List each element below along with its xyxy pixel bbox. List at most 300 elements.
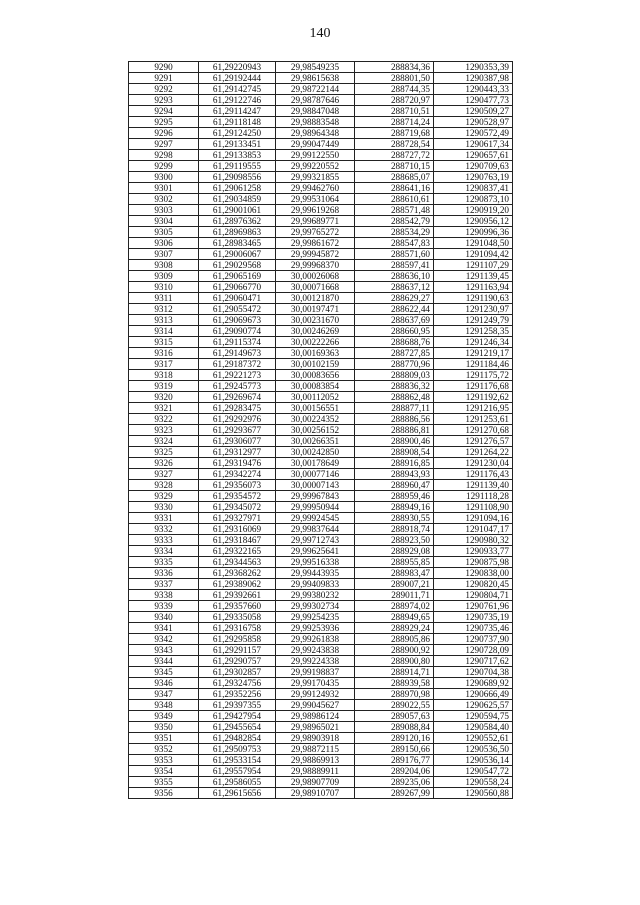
x-coordinate-cell: 288719,68 xyxy=(355,128,434,139)
table-row xyxy=(129,260,513,271)
point-number-cell: 9301 xyxy=(129,183,199,194)
latitude-cell: 61,29316758 xyxy=(199,623,276,634)
y-coordinate-cell: 1291048,50 xyxy=(434,238,513,249)
x-coordinate-cell: 289267,99 xyxy=(355,788,434,799)
point-number-cell: 9336 xyxy=(129,568,199,579)
table-row xyxy=(129,711,513,722)
table-row xyxy=(129,315,513,326)
point-number-cell: 9311 xyxy=(129,293,199,304)
latitude-cell: 61,29090774 xyxy=(199,326,276,337)
table-row xyxy=(129,359,513,370)
point-number-cell: 9298 xyxy=(129,150,199,161)
x-coordinate-cell: 288914,71 xyxy=(355,667,434,678)
latitude-cell: 61,29312977 xyxy=(199,447,276,458)
x-coordinate-cell: 288959,46 xyxy=(355,491,434,502)
y-coordinate-cell: 1291246,34 xyxy=(434,337,513,348)
longitude-cell: 29,99619268 xyxy=(276,205,355,216)
latitude-cell: 61,29357660 xyxy=(199,601,276,612)
x-coordinate-cell: 288727,85 xyxy=(355,348,434,359)
y-coordinate-cell: 1290717,62 xyxy=(434,656,513,667)
point-number-cell: 9326 xyxy=(129,458,199,469)
point-number-cell: 9292 xyxy=(129,84,199,95)
y-coordinate-cell: 1291230,04 xyxy=(434,458,513,469)
point-number-cell: 9331 xyxy=(129,513,199,524)
point-number-cell: 9345 xyxy=(129,667,199,678)
longitude-cell: 29,99967843 xyxy=(276,491,355,502)
longitude-cell: 29,98872115 xyxy=(276,744,355,755)
y-coordinate-cell: 1290980,32 xyxy=(434,535,513,546)
point-number-cell: 9342 xyxy=(129,634,199,645)
x-coordinate-cell: 288918,74 xyxy=(355,524,434,535)
table-row xyxy=(129,744,513,755)
y-coordinate-cell: 1290996,36 xyxy=(434,227,513,238)
latitude-cell: 61,29306077 xyxy=(199,436,276,447)
table-row xyxy=(129,656,513,667)
table-row xyxy=(129,95,513,106)
x-coordinate-cell: 288534,29 xyxy=(355,227,434,238)
y-coordinate-cell: 1290704,38 xyxy=(434,667,513,678)
x-coordinate-cell: 288955,85 xyxy=(355,557,434,568)
y-coordinate-cell: 1290735,19 xyxy=(434,612,513,623)
longitude-cell: 30,00121870 xyxy=(276,293,355,304)
longitude-cell: 29,99409833 xyxy=(276,579,355,590)
longitude-cell: 29,99861672 xyxy=(276,238,355,249)
longitude-cell: 29,99198837 xyxy=(276,667,355,678)
longitude-cell: 29,99531064 xyxy=(276,194,355,205)
table-row xyxy=(129,777,513,788)
point-number-cell: 9303 xyxy=(129,205,199,216)
latitude-cell: 61,29352256 xyxy=(199,689,276,700)
point-number-cell: 9295 xyxy=(129,117,199,128)
point-number-cell: 9347 xyxy=(129,689,199,700)
x-coordinate-cell: 288710,51 xyxy=(355,106,434,117)
longitude-cell: 29,99170435 xyxy=(276,678,355,689)
latitude-cell: 61,29293677 xyxy=(199,425,276,436)
y-coordinate-cell: 1291107,29 xyxy=(434,260,513,271)
x-coordinate-cell: 288929,24 xyxy=(355,623,434,634)
x-coordinate-cell: 288728,54 xyxy=(355,139,434,150)
latitude-cell: 61,29318467 xyxy=(199,535,276,546)
x-coordinate-cell: 288916,85 xyxy=(355,458,434,469)
longitude-cell: 29,99045627 xyxy=(276,700,355,711)
longitude-cell: 29,98903918 xyxy=(276,733,355,744)
latitude-cell: 61,29292976 xyxy=(199,414,276,425)
x-coordinate-cell: 288714,24 xyxy=(355,117,434,128)
longitude-cell: 30,00256152 xyxy=(276,425,355,436)
y-coordinate-cell: 1290709,63 xyxy=(434,161,513,172)
y-coordinate-cell: 1290509,27 xyxy=(434,106,513,117)
x-coordinate-cell: 288900,92 xyxy=(355,645,434,656)
point-number-cell: 9297 xyxy=(129,139,199,150)
longitude-cell: 29,99047449 xyxy=(276,139,355,150)
table-row xyxy=(129,480,513,491)
table-row xyxy=(129,667,513,678)
table-row xyxy=(129,766,513,777)
y-coordinate-cell: 1290353,39 xyxy=(434,62,513,73)
point-number-cell: 9308 xyxy=(129,260,199,271)
table-row xyxy=(129,381,513,392)
x-coordinate-cell: 288900,46 xyxy=(355,436,434,447)
latitude-cell: 61,29061258 xyxy=(199,183,276,194)
x-coordinate-cell: 288974,02 xyxy=(355,601,434,612)
longitude-cell: 29,99837644 xyxy=(276,524,355,535)
y-coordinate-cell: 1290804,71 xyxy=(434,590,513,601)
table-row xyxy=(129,183,513,194)
y-coordinate-cell: 1290536,14 xyxy=(434,755,513,766)
latitude-cell: 61,29291157 xyxy=(199,645,276,656)
y-coordinate-cell: 1291270,68 xyxy=(434,425,513,436)
latitude-cell: 61,28983465 xyxy=(199,238,276,249)
table-row xyxy=(129,546,513,557)
point-number-cell: 9339 xyxy=(129,601,199,612)
longitude-cell: 29,98869913 xyxy=(276,755,355,766)
latitude-cell: 61,29133853 xyxy=(199,150,276,161)
y-coordinate-cell: 1290728,09 xyxy=(434,645,513,656)
latitude-cell: 61,29001061 xyxy=(199,205,276,216)
longitude-cell: 29,99302734 xyxy=(276,601,355,612)
latitude-cell: 61,29115374 xyxy=(199,337,276,348)
table-row xyxy=(129,623,513,634)
x-coordinate-cell: 288660,95 xyxy=(355,326,434,337)
y-coordinate-cell: 1290560,88 xyxy=(434,788,513,799)
y-coordinate-cell: 1290761,96 xyxy=(434,601,513,612)
x-coordinate-cell: 288900,80 xyxy=(355,656,434,667)
point-number-cell: 9356 xyxy=(129,788,199,799)
point-number-cell: 9310 xyxy=(129,282,199,293)
longitude-cell: 30,00102159 xyxy=(276,359,355,370)
table-row xyxy=(129,139,513,150)
y-coordinate-cell: 1290552,61 xyxy=(434,733,513,744)
y-coordinate-cell: 1290933,77 xyxy=(434,546,513,557)
latitude-cell: 61,29389062 xyxy=(199,579,276,590)
longitude-cell: 30,00026068 xyxy=(276,271,355,282)
latitude-cell: 61,29119555 xyxy=(199,161,276,172)
latitude-cell: 61,29006067 xyxy=(199,249,276,260)
latitude-cell: 61,29187372 xyxy=(199,359,276,370)
point-number-cell: 9341 xyxy=(129,623,199,634)
x-coordinate-cell: 288720,97 xyxy=(355,95,434,106)
table-row xyxy=(129,436,513,447)
x-coordinate-cell: 288949,16 xyxy=(355,502,434,513)
x-coordinate-cell: 289022,55 xyxy=(355,700,434,711)
latitude-cell: 61,29368262 xyxy=(199,568,276,579)
point-number-cell: 9304 xyxy=(129,216,199,227)
y-coordinate-cell: 1290689,92 xyxy=(434,678,513,689)
x-coordinate-cell: 289150,66 xyxy=(355,744,434,755)
x-coordinate-cell: 288809,03 xyxy=(355,370,434,381)
table-row xyxy=(129,205,513,216)
x-coordinate-cell: 288547,83 xyxy=(355,238,434,249)
latitude-cell: 61,29533154 xyxy=(199,755,276,766)
latitude-cell: 61,29356073 xyxy=(199,480,276,491)
x-coordinate-cell: 288629,27 xyxy=(355,293,434,304)
y-coordinate-cell: 1290837,41 xyxy=(434,183,513,194)
point-number-cell: 9349 xyxy=(129,711,199,722)
y-coordinate-cell: 1291192,62 xyxy=(434,392,513,403)
x-coordinate-cell: 288905,86 xyxy=(355,634,434,645)
point-number-cell: 9325 xyxy=(129,447,199,458)
longitude-cell: 29,99220552 xyxy=(276,161,355,172)
y-coordinate-cell: 1290558,24 xyxy=(434,777,513,788)
table-row xyxy=(129,579,513,590)
table-row xyxy=(129,194,513,205)
x-coordinate-cell: 289088,84 xyxy=(355,722,434,733)
coordinates-table-body xyxy=(129,62,513,799)
y-coordinate-cell: 1291139,45 xyxy=(434,271,513,282)
table-row xyxy=(129,161,513,172)
y-coordinate-cell: 1291216,95 xyxy=(434,403,513,414)
point-number-cell: 9315 xyxy=(129,337,199,348)
latitude-cell: 61,29345072 xyxy=(199,502,276,513)
point-number-cell: 9321 xyxy=(129,403,199,414)
point-number-cell: 9335 xyxy=(129,557,199,568)
y-coordinate-cell: 1290443,33 xyxy=(434,84,513,95)
y-coordinate-cell: 1290956,12 xyxy=(434,216,513,227)
table-row xyxy=(129,84,513,95)
coordinates-table xyxy=(128,61,513,799)
latitude-cell: 61,29324756 xyxy=(199,678,276,689)
longitude-cell: 29,99712743 xyxy=(276,535,355,546)
latitude-cell: 61,29029568 xyxy=(199,260,276,271)
x-coordinate-cell: 289057,63 xyxy=(355,711,434,722)
point-number-cell: 9300 xyxy=(129,172,199,183)
point-number-cell: 9319 xyxy=(129,381,199,392)
table-row xyxy=(129,271,513,282)
table-row xyxy=(129,172,513,183)
y-coordinate-cell: 1290572,49 xyxy=(434,128,513,139)
x-coordinate-cell: 288929,08 xyxy=(355,546,434,557)
x-coordinate-cell: 289176,77 xyxy=(355,755,434,766)
latitude-cell: 61,29060471 xyxy=(199,293,276,304)
longitude-cell: 30,00242850 xyxy=(276,447,355,458)
longitude-cell: 30,00169363 xyxy=(276,348,355,359)
longitude-cell: 30,00231670 xyxy=(276,315,355,326)
latitude-cell: 61,29098556 xyxy=(199,172,276,183)
x-coordinate-cell: 288636,10 xyxy=(355,271,434,282)
longitude-cell: 29,99321855 xyxy=(276,172,355,183)
point-number-cell: 9344 xyxy=(129,656,199,667)
table-row xyxy=(129,678,513,689)
point-number-cell: 9317 xyxy=(129,359,199,370)
x-coordinate-cell: 288571,60 xyxy=(355,249,434,260)
x-coordinate-cell: 288836,32 xyxy=(355,381,434,392)
latitude-cell: 61,29482854 xyxy=(199,733,276,744)
table-row xyxy=(129,227,513,238)
longitude-cell: 30,00222266 xyxy=(276,337,355,348)
x-coordinate-cell: 288862,48 xyxy=(355,392,434,403)
longitude-cell: 29,99516338 xyxy=(276,557,355,568)
longitude-cell: 30,00071668 xyxy=(276,282,355,293)
latitude-cell: 61,29455654 xyxy=(199,722,276,733)
latitude-cell: 61,29124250 xyxy=(199,128,276,139)
y-coordinate-cell: 1290875,98 xyxy=(434,557,513,568)
x-coordinate-cell: 288542,79 xyxy=(355,216,434,227)
longitude-cell: 29,99950944 xyxy=(276,502,355,513)
point-number-cell: 9328 xyxy=(129,480,199,491)
point-number-cell: 9348 xyxy=(129,700,199,711)
point-number-cell: 9312 xyxy=(129,304,199,315)
y-coordinate-cell: 1291258,35 xyxy=(434,326,513,337)
point-number-cell: 9323 xyxy=(129,425,199,436)
longitude-cell: 29,98964348 xyxy=(276,128,355,139)
point-number-cell: 9332 xyxy=(129,524,199,535)
y-coordinate-cell: 1291175,72 xyxy=(434,370,513,381)
y-coordinate-cell: 1290737,90 xyxy=(434,634,513,645)
latitude-cell: 61,29122746 xyxy=(199,95,276,106)
latitude-cell: 61,29065169 xyxy=(199,271,276,282)
point-number-cell: 9338 xyxy=(129,590,199,601)
longitude-cell: 29,98889911 xyxy=(276,766,355,777)
longitude-cell: 29,99968370 xyxy=(276,260,355,271)
y-coordinate-cell: 1291094,42 xyxy=(434,249,513,260)
x-coordinate-cell: 288949,65 xyxy=(355,612,434,623)
table-row xyxy=(129,348,513,359)
x-coordinate-cell: 289120,16 xyxy=(355,733,434,744)
longitude-cell: 29,99765272 xyxy=(276,227,355,238)
latitude-cell: 61,29245773 xyxy=(199,381,276,392)
y-coordinate-cell: 1290594,75 xyxy=(434,711,513,722)
table-row xyxy=(129,216,513,227)
y-coordinate-cell: 1290763,19 xyxy=(434,172,513,183)
latitude-cell: 61,29397355 xyxy=(199,700,276,711)
x-coordinate-cell: 288710,15 xyxy=(355,161,434,172)
longitude-cell: 29,99261838 xyxy=(276,634,355,645)
latitude-cell: 61,29322165 xyxy=(199,546,276,557)
latitude-cell: 61,29034859 xyxy=(199,194,276,205)
point-number-cell: 9350 xyxy=(129,722,199,733)
y-coordinate-cell: 1290820,45 xyxy=(434,579,513,590)
table-row xyxy=(129,337,513,348)
table-row xyxy=(129,293,513,304)
table-row xyxy=(129,117,513,128)
latitude-cell: 61,29133451 xyxy=(199,139,276,150)
x-coordinate-cell: 289204,06 xyxy=(355,766,434,777)
table-row xyxy=(129,249,513,260)
table-row xyxy=(129,568,513,579)
longitude-cell: 29,99924545 xyxy=(276,513,355,524)
table-row xyxy=(129,238,513,249)
x-coordinate-cell: 288641,16 xyxy=(355,183,434,194)
y-coordinate-cell: 1290873,10 xyxy=(434,194,513,205)
point-number-cell: 9316 xyxy=(129,348,199,359)
longitude-cell: 29,99380232 xyxy=(276,590,355,601)
table-row xyxy=(129,788,513,799)
table-row xyxy=(129,282,513,293)
latitude-cell: 61,29302857 xyxy=(199,667,276,678)
y-coordinate-cell: 1291118,28 xyxy=(434,491,513,502)
latitude-cell: 61,29615656 xyxy=(199,788,276,799)
table-row xyxy=(129,425,513,436)
y-coordinate-cell: 1291108,90 xyxy=(434,502,513,513)
point-number-cell: 9352 xyxy=(129,744,199,755)
table-row xyxy=(129,106,513,117)
point-number-cell: 9353 xyxy=(129,755,199,766)
longitude-cell: 29,98615638 xyxy=(276,73,355,84)
x-coordinate-cell: 288886,81 xyxy=(355,425,434,436)
point-number-cell: 9309 xyxy=(129,271,199,282)
latitude-cell: 61,29220943 xyxy=(199,62,276,73)
x-coordinate-cell: 288923,50 xyxy=(355,535,434,546)
latitude-cell: 61,29354572 xyxy=(199,491,276,502)
y-coordinate-cell: 1291176,68 xyxy=(434,381,513,392)
point-number-cell: 9355 xyxy=(129,777,199,788)
table-row xyxy=(129,513,513,524)
longitude-cell: 30,00007143 xyxy=(276,480,355,491)
point-number-cell: 9340 xyxy=(129,612,199,623)
x-coordinate-cell: 288637,12 xyxy=(355,282,434,293)
table-row xyxy=(129,150,513,161)
latitude-cell: 61,28976362 xyxy=(199,216,276,227)
table-row xyxy=(129,601,513,612)
x-coordinate-cell: 288930,55 xyxy=(355,513,434,524)
x-coordinate-cell: 288801,50 xyxy=(355,73,434,84)
longitude-cell: 30,00112052 xyxy=(276,392,355,403)
table-row xyxy=(129,755,513,766)
y-coordinate-cell: 1290666,49 xyxy=(434,689,513,700)
y-coordinate-cell: 1290477,73 xyxy=(434,95,513,106)
point-number-cell: 9343 xyxy=(129,645,199,656)
x-coordinate-cell: 288744,35 xyxy=(355,84,434,95)
longitude-cell: 29,98910707 xyxy=(276,788,355,799)
x-coordinate-cell: 288727,72 xyxy=(355,150,434,161)
table-row xyxy=(129,73,513,84)
x-coordinate-cell: 288685,07 xyxy=(355,172,434,183)
latitude-cell: 61,29055472 xyxy=(199,304,276,315)
longitude-cell: 29,98722144 xyxy=(276,84,355,95)
longitude-cell: 30,00077146 xyxy=(276,469,355,480)
x-coordinate-cell: 288688,76 xyxy=(355,337,434,348)
point-number-cell: 9318 xyxy=(129,370,199,381)
longitude-cell: 29,99253936 xyxy=(276,623,355,634)
point-number-cell: 9305 xyxy=(129,227,199,238)
point-number-cell: 9306 xyxy=(129,238,199,249)
y-coordinate-cell: 1290536,50 xyxy=(434,744,513,755)
y-coordinate-cell: 1291163,94 xyxy=(434,282,513,293)
y-coordinate-cell: 1290625,57 xyxy=(434,700,513,711)
table-row xyxy=(129,128,513,139)
latitude-cell: 61,29316069 xyxy=(199,524,276,535)
latitude-cell: 61,29509753 xyxy=(199,744,276,755)
table-row xyxy=(129,447,513,458)
y-coordinate-cell: 1291230,97 xyxy=(434,304,513,315)
x-coordinate-cell: 288983,47 xyxy=(355,568,434,579)
x-coordinate-cell: 288770,96 xyxy=(355,359,434,370)
table-row xyxy=(129,722,513,733)
latitude-cell: 61,29118148 xyxy=(199,117,276,128)
longitude-cell: 30,00083656 xyxy=(276,370,355,381)
latitude-cell: 61,29557954 xyxy=(199,766,276,777)
longitude-cell: 29,98787646 xyxy=(276,95,355,106)
point-number-cell: 9296 xyxy=(129,128,199,139)
latitude-cell: 61,29392661 xyxy=(199,590,276,601)
y-coordinate-cell: 1290547,72 xyxy=(434,766,513,777)
longitude-cell: 29,98883548 xyxy=(276,117,355,128)
longitude-cell: 29,99689771 xyxy=(276,216,355,227)
point-number-cell: 9291 xyxy=(129,73,199,84)
point-number-cell: 9320 xyxy=(129,392,199,403)
latitude-cell: 61,29327971 xyxy=(199,513,276,524)
x-coordinate-cell: 288960,47 xyxy=(355,480,434,491)
x-coordinate-cell: 289007,21 xyxy=(355,579,434,590)
latitude-cell: 61,29290757 xyxy=(199,656,276,667)
y-coordinate-cell: 1290919,20 xyxy=(434,205,513,216)
y-coordinate-cell: 1291276,57 xyxy=(434,436,513,447)
table-row xyxy=(129,502,513,513)
y-coordinate-cell: 1291139,40 xyxy=(434,480,513,491)
point-number-cell: 9302 xyxy=(129,194,199,205)
y-coordinate-cell: 1291219,17 xyxy=(434,348,513,359)
point-number-cell: 9330 xyxy=(129,502,199,513)
